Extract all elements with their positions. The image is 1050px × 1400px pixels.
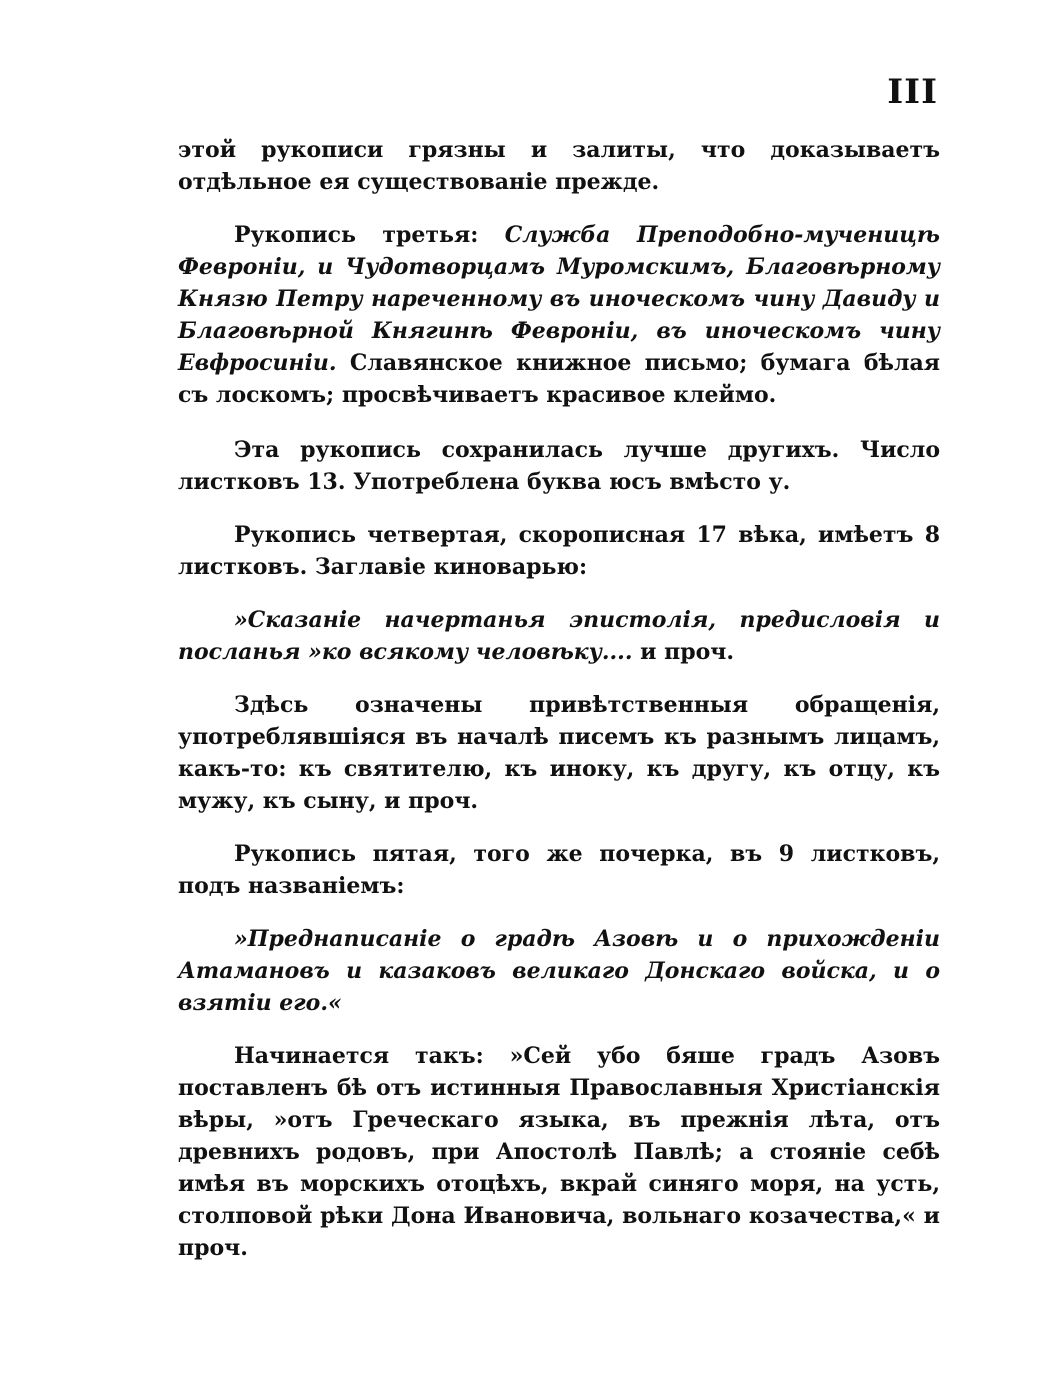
paragraph-manuscript-four: Рукопись четвертая, скорописная 17 вѣка, имѣетъ 8 листковъ. Заглавіе киноварью: bbox=[178, 522, 940, 580]
quote-title-four bbox=[178, 604, 940, 668]
paragraph-preservation: Эта рукопись сохранилась лучше другихъ. Число листковъ 13. Употреблена буква юсъ вмѣсто у. bbox=[178, 437, 940, 495]
manuscript-three-description: Славянское книжное письмо; бумага бѣлая съ лоскомъ; просвѣчиваетъ красивое клеймо. bbox=[178, 350, 940, 408]
quote-title-four-tail: и проч. bbox=[632, 639, 735, 665]
manuscript-three-title: Служба Преподобно-мученицѣ Февроніи, и Чудотворцамъ Муромскимъ, Благовѣрному Князю Петру нареченному въ иноческомъ чину Давиду и Благовѣрной Княгинѣ Февроніи, въ иноческомъ чину Евфросиніи. bbox=[178, 222, 940, 376]
paragraph-incipit: Начинается такъ: »Сей убо бяше градъ Азовъ поставленъ бѣ отъ истинныя Православныя Христіанскія вѣры, »отъ Греческаго языка, въ прежнія лѣта, отъ древнихъ родовъ, при Апостолѣ Павлѣ; а стояніе себѣ имѣя въ морскихъ отоцѣхъ, вкрай синяго моря, на усть, столповой рѣки Дона Ивановича, вольнаго козачества,« и проч. bbox=[178, 1043, 940, 1261]
page-body bbox=[178, 134, 940, 1264]
paragraph-manuscript-three bbox=[178, 219, 940, 411]
paragraph-continuation: этой рукописи грязны и залиты, что доказываетъ отдѣльное ея существованіе прежде. bbox=[178, 137, 940, 195]
manuscript-three-lead: Рукопись третья: bbox=[234, 222, 505, 248]
paragraph-greetings: Здѣсь означены привѣтственныя обращенія, употреблявшіяся въ началѣ писемъ къ разнымъ лицамъ, какъ-то: къ святителю, къ иноку, къ другу, къ отцу, къ мужу, къ сыну, и проч. bbox=[178, 692, 940, 814]
page-number: III bbox=[887, 72, 938, 112]
paragraph-manuscript-five: Рукопись пятая, того же почерка, въ 9 листковъ, подъ названіемъ: bbox=[178, 841, 940, 899]
quote-title-four-text: »Сказаніе начертанья эпистолія, предисловія и посланья »ко всякому человѣку.... bbox=[178, 607, 940, 665]
quote-title-five: »Преднаписаніе о градѣ Азовѣ и о прихожденіи Атамановъ и казаковъ великаго Донскаго войска, и о взятіи его.« bbox=[178, 926, 940, 1016]
